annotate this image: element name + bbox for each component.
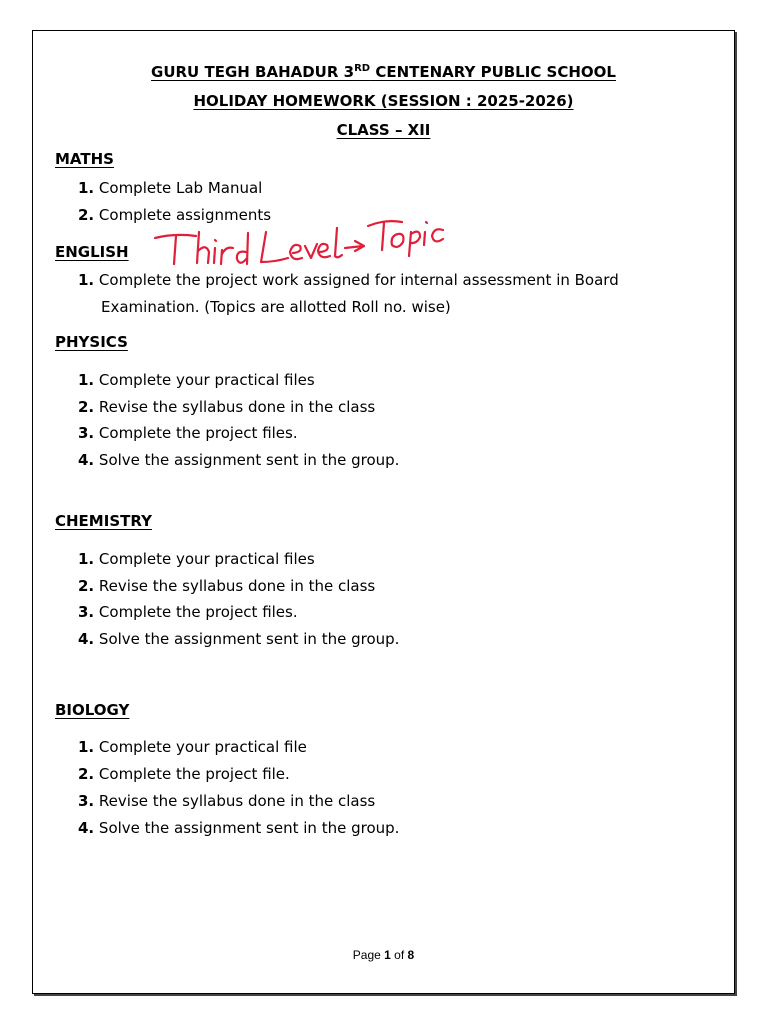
school-title: GURU TEGH BAHADUR 3RD CENTENARY PUBLIC SCHOOL xyxy=(151,63,616,81)
page-footer: Page 1 of 8 xyxy=(352,948,415,962)
list-item: 3. Revise the syllabus done in the class xyxy=(78,792,376,810)
list-item: 1. Complete your practical files xyxy=(78,550,315,568)
list-item: 3. Complete the project files. xyxy=(78,603,298,621)
list-item: 2. Complete assignments xyxy=(78,206,272,224)
list-item: 4. Solve the assignment sent in the group. xyxy=(78,819,400,837)
list-item: 4. Solve the assignment sent in the group. xyxy=(78,630,400,648)
list-item: 1. Complete your practical file xyxy=(78,738,307,756)
section-heading-maths: MATHS xyxy=(55,150,114,168)
list-item: 3. Complete the project files. xyxy=(78,424,298,442)
list-item-continuation: Examination. (Topics are allotted Roll no. wise) xyxy=(101,298,451,316)
section-heading-physics: PHYSICS xyxy=(55,333,128,351)
section-heading-biology: BIOLOGY xyxy=(55,701,130,719)
list-item: 1. Complete the project work assigned for internal assessment in Board xyxy=(78,271,619,289)
list-item: 1. Complete Lab Manual xyxy=(78,179,263,197)
list-item: 2. Revise the syllabus done in the class xyxy=(78,398,376,416)
list-item: 4. Solve the assignment sent in the group. xyxy=(78,451,400,469)
list-item: 2. Revise the syllabus done in the class xyxy=(78,577,376,595)
homework-title: HOLIDAY HOMEWORK (SESSION : 2025-2026) xyxy=(193,92,574,110)
section-heading-english: ENGLISH xyxy=(55,243,129,261)
superscript: RD xyxy=(354,63,371,74)
class-title: CLASS – XII xyxy=(336,121,431,139)
section-heading-chemistry: CHEMISTRY xyxy=(55,512,152,530)
list-item: 2. Complete the project file. xyxy=(78,765,290,783)
list-item: 1. Complete your practical files xyxy=(78,371,315,389)
